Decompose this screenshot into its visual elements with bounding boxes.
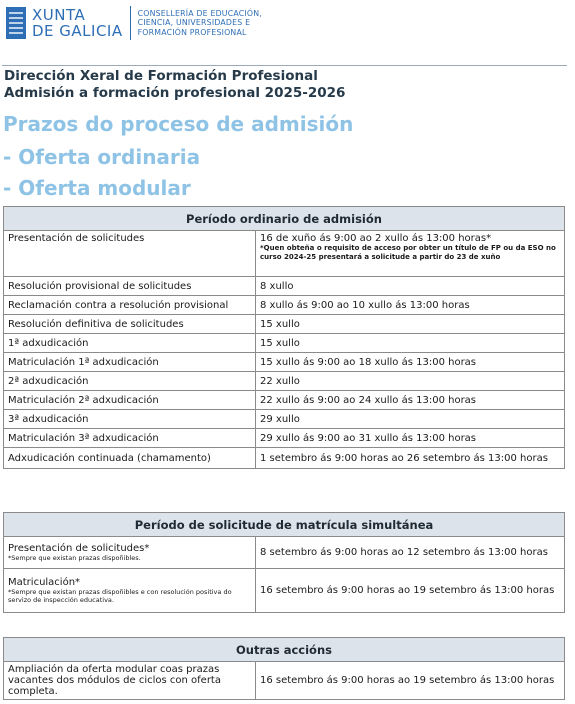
row-label-cell (4, 537, 256, 569)
table-row (4, 537, 565, 569)
table-other-actions (3, 637, 565, 700)
row-label-cell (4, 569, 256, 613)
table-row (4, 391, 565, 410)
row-value: 29 xullo ás 9:00 ao 31 xullo ás 13:00 horas (256, 429, 565, 448)
row-label: Reclamación contra a resolución provisional (4, 296, 256, 315)
table-row (4, 353, 565, 372)
heading-prazos: Prazos do proceso de admisión (3, 112, 354, 136)
page-header (6, 6, 262, 40)
table-row (4, 277, 565, 296)
row-label: Matriculación 1ª adxudicación (4, 353, 256, 372)
row-value: 16 setembro ás 9:00 horas ao 19 setembro ás 13:00 horas (256, 662, 565, 700)
department-name (138, 9, 262, 38)
row-value: 22 xullo ás 9:00 ao 24 xullo ás 13:00 horas (256, 391, 565, 410)
table-row (4, 372, 565, 391)
table-row (4, 296, 565, 315)
row-label: Matriculación 2ª adxudicación (4, 391, 256, 410)
heading-modular: - Oferta modular (3, 176, 191, 200)
row-label: 1ª adxudicación (4, 334, 256, 353)
row-label: 3ª adxudicación (4, 410, 256, 429)
row-value: 15 xullo (256, 334, 565, 353)
table-row (4, 334, 565, 353)
row-label: Presentación de solicitudes* (8, 543, 150, 554)
table-header: Outras accións (4, 638, 565, 662)
row-value: 16 de xuño ás 9:00 ao 2 xullo ás 13:00 horas* (260, 233, 492, 244)
row-value: 29 xullo (256, 410, 565, 429)
row-label: Resolución definitiva de solicitudes (4, 315, 256, 334)
logo-line-1: XUNTA (32, 6, 86, 24)
table-ordinary-period (3, 206, 565, 469)
row-note: *Sempre que existan prazas dispoñibles. (8, 554, 141, 562)
row-value: 8 xullo (256, 277, 565, 296)
row-note: *Quen obteña o requisito de acceso por obter un título de FP ou da ESO no curso 2024-25 presentará a solicitude a partir do 23 de xuño (260, 244, 556, 261)
table-row (4, 315, 565, 334)
row-value: 16 setembro ás 9:00 horas ao 19 setembro ás 13:00 horas (256, 569, 565, 613)
table-simultaneous-enrolment (3, 512, 565, 613)
row-value: 15 xullo (256, 315, 565, 334)
dept-line-2: CIENCIA, UNIVERSIDADES E (137, 18, 251, 28)
row-value: 8 xullo ás 9:00 ao 10 xullo ás 13:00 horas (256, 296, 565, 315)
xunta-logo-text (32, 7, 123, 39)
table-row (4, 410, 565, 429)
heading-ordinaria: - Oferta ordinaria (3, 145, 201, 169)
table-row (4, 662, 565, 700)
table-header: Período ordinario de admisión (4, 207, 565, 231)
header-divider (130, 6, 131, 40)
row-label: Adxudicación continuada (chamamento) (4, 448, 256, 469)
title-line-2: Admisión a formación profesional 2025-2026 (4, 85, 346, 101)
row-value-cell (256, 231, 565, 277)
dept-line-3: FORMACIÓN PROFESIONAL (137, 27, 247, 37)
table-row (4, 429, 565, 448)
document-title (2, 65, 567, 102)
table-row (4, 231, 565, 277)
table-row (4, 448, 565, 469)
row-label: Ampliación da oferta modular coas prazas vacantes dos módulos de ciclos con oferta completa. (4, 662, 256, 700)
logo-line-2: DE GALICIA (32, 22, 123, 40)
row-label: Matriculación* (8, 577, 81, 588)
row-label: 2ª adxudicación (4, 372, 256, 391)
row-value: 22 xullo (256, 372, 565, 391)
dept-line-1: CONSELLERÍA DE EDUCACIÓN, (137, 8, 262, 18)
row-value: 8 setembro ás 9:00 horas ao 12 setembro ás 13:00 horas (256, 537, 565, 569)
row-note: *Sempre que existan prazas dispoñibles e con resolución positiva do servizo de inspección educativa. (8, 588, 232, 604)
row-label: Resolución provisional de solicitudes (4, 277, 256, 296)
galicia-crest-icon (6, 7, 26, 39)
row-value: 1 setembro ás 9:00 horas ao 26 setembro ás 13:00 horas (256, 448, 565, 469)
table-header: Período de solicitude de matrícula simultánea (4, 513, 565, 537)
title-line-1: Dirección Xeral de Formación Profesional (4, 68, 318, 84)
row-value: 15 xullo ás 9:00 ao 18 xullo ás 13:00 horas (256, 353, 565, 372)
table-row (4, 569, 565, 613)
row-label: Presentación de solicitudes (4, 231, 256, 277)
row-label: Matriculación 3ª adxudicación (4, 429, 256, 448)
